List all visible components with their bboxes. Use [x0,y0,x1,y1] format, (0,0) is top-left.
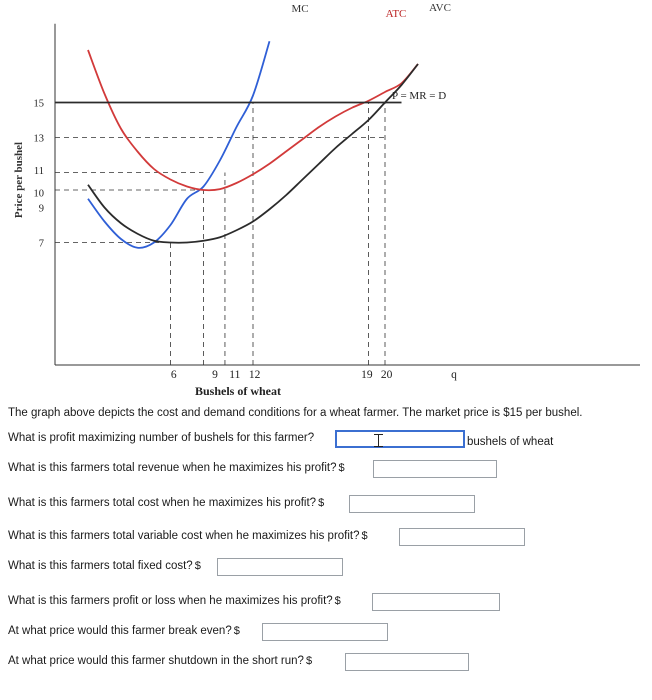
question-8 [8,655,312,667]
dollar-sign: $ [305,655,313,667]
dollar-sign: $ [194,560,201,572]
curves [55,41,418,248]
question-label: What is this farmers profit or loss when he maximizes his profit? [8,595,333,607]
answer-input-7[interactable] [262,623,388,641]
question-label: What is this farmers total revenue when he maximizes his profit? [8,462,337,474]
mc-label: MC [291,3,309,15]
question-label: What is this farmers total variable cost when he maximizes his profit? [8,530,360,542]
dollar-sign: $ [338,462,345,474]
question-label: What is this farmers total cost when he maximizes his profit? [8,497,317,509]
text-cursor [378,434,379,446]
x-tick-label: 20 [380,369,393,381]
y-axis-label: Price per bushel [13,141,25,219]
y-tick-label: 9 [38,203,44,215]
question-label: At what price would this farmer shutdown in the short run? [8,655,304,667]
answer-input-8[interactable] [345,653,469,671]
question-label: What is this farmers total fixed cost? [8,560,193,572]
answer-input-4[interactable] [399,528,525,546]
axes [55,24,640,365]
avc-label: AVC [429,2,451,14]
question-4 [8,530,368,542]
dollar-sign: $ [334,595,341,607]
answer-input-3[interactable] [349,495,475,513]
answer-input-6[interactable] [372,593,500,611]
text-cursor [374,446,383,447]
y-tick-label: 11 [33,165,44,177]
dollar-sign: $ [318,497,325,509]
question-5 [8,560,201,572]
y-tick-label: 13 [33,133,44,145]
x-tick-label: 19 [361,369,373,381]
y-tick-label: 7 [38,238,44,250]
atc-label: ATC [385,8,407,20]
x-axis-label: Bushels of wheat [194,384,282,398]
demand-label: P = MR = D [392,90,447,102]
x-tick-label: 9 [212,369,218,381]
text-cursor [374,434,383,435]
mc-curve [88,41,270,248]
y-tick-label: 10 [33,188,44,200]
answer-input-2[interactable] [373,460,497,478]
x-tick-label: 6 [170,369,177,381]
question-1 [8,432,314,444]
question-2 [8,462,345,474]
problem-description: The graph above depicts the cost and demand conditions for a wheat farmer. The market price is $15 per bushel. [8,407,583,419]
question-6 [8,595,341,607]
question-label: What is profit maximizing number of bushels for this farmer? [8,432,315,444]
dollar-sign: $ [361,530,368,542]
x-tick-label: 11 [229,369,241,381]
dollar-sign: $ [233,625,240,637]
question-7 [8,625,240,637]
question-3 [8,497,324,509]
unit-label: bushels of wheat [467,436,554,448]
y-tick-label: 15 [33,98,44,110]
x-tick-label: q [451,369,457,381]
answer-input-5[interactable] [217,558,343,576]
question-label: At what price would this farmer break even? [8,625,232,637]
reference-lines [55,103,385,366]
x-tick-label: 12 [248,369,261,381]
answer-input-1[interactable] [335,430,465,448]
tick-labels [34,99,458,382]
